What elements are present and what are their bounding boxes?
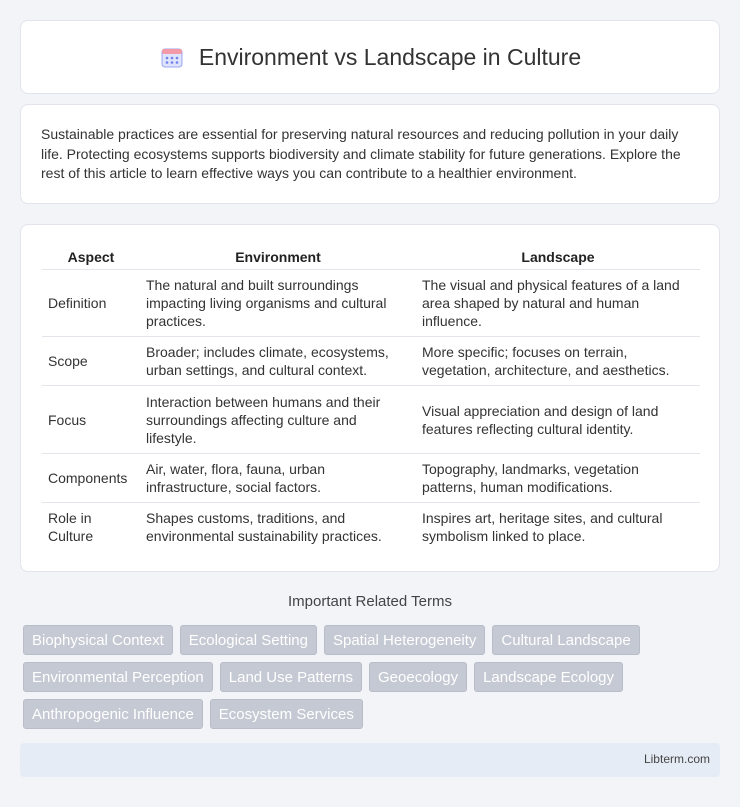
intro-text: Sustainable practices are essential for preserving natural resources and reducing pollution in your daily life. Protecting ecosystems supports biodiversity and climate stability for future generations. Explore the rest of this article to learn effective ways you can contribute to a healthier environment. xyxy=(41,126,681,181)
table-cell: Interaction between humans and their surroundings affecting culture and lifestyle. xyxy=(140,386,416,454)
related-term-tag[interactable]: Biophysical Context xyxy=(23,625,173,655)
table-cell: Visual appreciation and design of land features reflecting cultural identity. xyxy=(416,386,700,454)
table-cell: Inspires art, heritage sites, and cultural symbolism linked to place. xyxy=(416,503,700,552)
table-header-row xyxy=(42,245,700,270)
related-term-tag[interactable]: Spatial Heterogeneity xyxy=(324,625,485,655)
table-cell: More specific; focuses on terrain, vegetation, architecture, and aesthetics. xyxy=(416,337,700,386)
table-row xyxy=(42,454,700,503)
table-cell: The natural and built surroundings impacting living organisms and cultural practices. xyxy=(140,270,416,337)
page-title: Environment vs Landscape in Culture xyxy=(198,43,582,70)
calendar-icon xyxy=(159,44,185,70)
related-term-tag[interactable]: Geoecology xyxy=(369,662,467,692)
table-cell: Scope xyxy=(42,337,140,386)
related-term-tag[interactable]: Ecological Setting xyxy=(180,625,317,655)
intro-card xyxy=(20,104,720,204)
table-row xyxy=(42,270,700,337)
footer-site-link[interactable]: Libterm.com xyxy=(643,752,710,766)
table-cell: Broader; includes climate, ecosystems, urban settings, and cultural context. xyxy=(140,337,416,386)
table-cell: Definition xyxy=(42,270,140,337)
table-row xyxy=(42,337,700,386)
related-term-tag[interactable]: Ecosystem Services xyxy=(210,699,363,729)
table-cell: Focus xyxy=(42,386,140,454)
related-term-tag[interactable]: Anthropogenic Influence xyxy=(23,699,203,729)
comparison-table xyxy=(42,245,700,551)
related-term-tag[interactable]: Land Use Patterns xyxy=(220,662,362,692)
column-header: Landscape xyxy=(521,249,595,265)
table-cell: Shapes customs, traditions, and environmental sustainability practices. xyxy=(140,503,416,552)
table-cell: Topography, landmarks, vegetation patterns, human modifications. xyxy=(416,454,700,503)
related-term-tag[interactable]: Landscape Ecology xyxy=(474,662,623,692)
table-row xyxy=(42,503,700,552)
table-cell: Components xyxy=(42,454,140,503)
table-cell: The visual and physical features of a land area shaped by natural and human influence. xyxy=(416,270,700,337)
related-term-tag[interactable]: Environmental Perception xyxy=(23,662,213,692)
related-terms-tags xyxy=(23,625,723,729)
related-term-tag[interactable]: Cultural Landscape xyxy=(492,625,639,655)
table-cell: Role in Culture xyxy=(42,503,140,552)
column-header: Environment xyxy=(235,249,321,265)
table-cell: Air, water, flora, fauna, urban infrastructure, social factors. xyxy=(140,454,416,503)
footer xyxy=(20,743,720,777)
related-terms-heading: Important Related Terms xyxy=(288,593,452,610)
column-header: Aspect xyxy=(67,249,115,265)
comparison-table-card xyxy=(20,224,720,572)
table-row xyxy=(42,386,700,454)
title-card xyxy=(20,20,720,94)
